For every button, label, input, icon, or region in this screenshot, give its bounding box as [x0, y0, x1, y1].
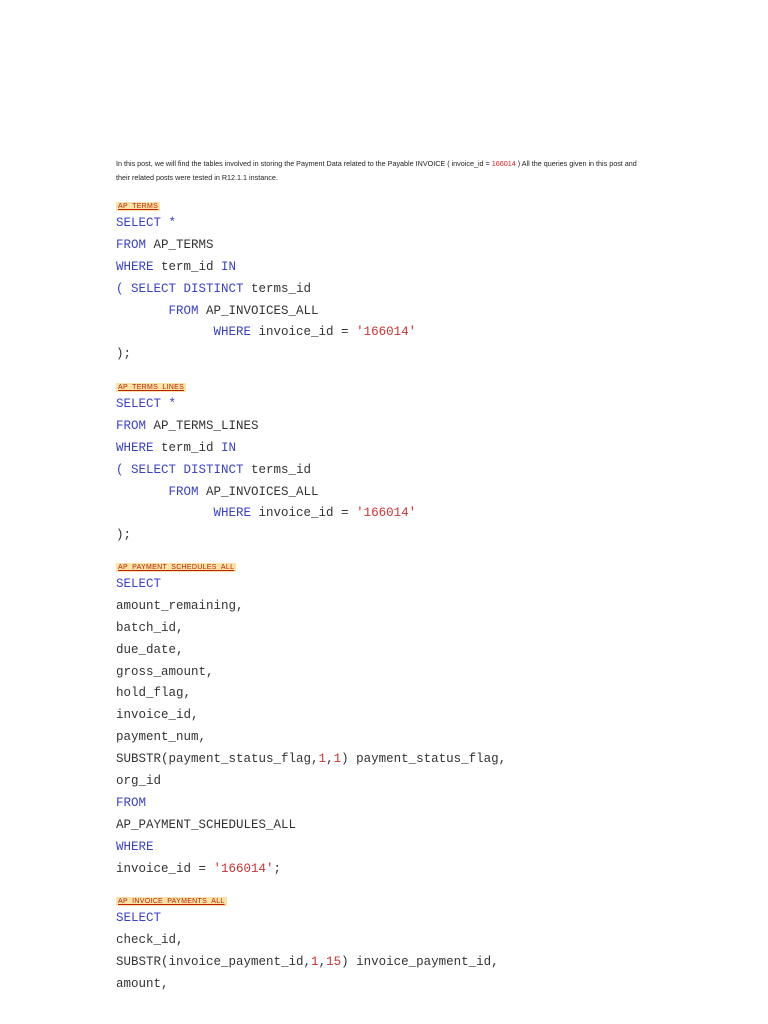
sql-code-block [116, 394, 416, 547]
code-line [116, 815, 506, 837]
code-line [116, 322, 416, 344]
sql-text: , [318, 954, 327, 969]
sql-text: SUBSTR(payment_status_flag, [116, 752, 319, 767]
sql-keyword: SELECT * [116, 397, 177, 411]
code-line [116, 662, 506, 684]
sql-text: invoice_id, [116, 708, 199, 723]
sql-keyword: IN [221, 440, 237, 455]
sql-text [116, 506, 214, 520]
code-line [116, 394, 416, 416]
section-heading[interactable]: AP_PAYMENT_SCHEDULES_ALL [118, 564, 235, 571]
sql-keyword: FROM [116, 418, 147, 433]
code-line [116, 952, 499, 974]
sql-text: AP_TERMS_LINES [146, 418, 259, 433]
code-line [116, 301, 416, 323]
code-line [116, 683, 506, 705]
sql-text: terms_id [243, 462, 312, 477]
code-line [116, 930, 499, 952]
code-line [116, 503, 416, 525]
section-heading[interactable]: AP_TERMS [118, 203, 159, 210]
sql-text: ); [116, 347, 132, 362]
sql-text: AP_PAYMENT_SCHEDULES_ALL [116, 817, 297, 832]
sql-keyword: WHERE [116, 440, 154, 455]
sql-text: ); [116, 528, 132, 543]
sql-text: AP_INVOICES_ALL [198, 303, 319, 318]
sql-text: invoice_id = [251, 506, 357, 521]
sql-keyword: FROM [168, 484, 199, 499]
sql-code-block [116, 213, 416, 366]
code-line [116, 574, 506, 596]
code-line [116, 596, 506, 618]
sql-keyword: ( SELECT DISTINCT [116, 281, 244, 296]
sql-text: amount, [116, 976, 169, 991]
sql-text: AP_TERMS [146, 237, 214, 252]
sql-text: payment_num, [116, 730, 207, 745]
code-line [116, 640, 506, 662]
sql-text: org_id [116, 774, 162, 789]
sql-text: gross_amount, [116, 664, 214, 679]
sql-number: 15 [326, 954, 342, 969]
code-line [116, 859, 506, 881]
code-line [116, 974, 499, 996]
sql-text: invoice_id = [116, 861, 214, 876]
section-heading[interactable]: AP_TERMS_LINES [118, 384, 185, 391]
sql-text: terms_id [243, 281, 312, 296]
sql-keyword: IN [221, 259, 237, 274]
code-line [116, 257, 416, 279]
sql-text: AP_INVOICES_ALL [198, 484, 319, 499]
section-ap-invoice-payments-all [116, 890, 499, 996]
code-line [116, 482, 416, 504]
sql-text: term_id [153, 440, 222, 455]
sql-keyword: SELECT [116, 577, 162, 591]
code-line [116, 618, 506, 640]
sql-text: , [326, 752, 334, 767]
sql-number: 1 [333, 752, 342, 767]
intro-text-1: In this post, we will find the tables involved in storing the Payment Data related to the Payable INVOICE ( invoice_id = [116, 159, 492, 168]
sql-number: 1 [318, 752, 327, 767]
sql-keyword: WHERE [116, 839, 154, 854]
sql-text: due_date, [116, 642, 184, 657]
sql-text: ) payment_status_flag, [341, 752, 507, 767]
sql-text: amount_remaining, [116, 598, 244, 613]
sql-keyword: FROM [116, 237, 147, 252]
document-page [116, 157, 646, 991]
sql-text: batch_id, [116, 620, 184, 635]
sql-keyword: FROM [116, 795, 147, 810]
sql-string: '166014' [356, 506, 417, 521]
section-ap-payment-schedules-all [116, 556, 506, 880]
code-line [116, 213, 416, 235]
section-ap-terms [116, 195, 416, 366]
sql-text: check_id, [116, 932, 184, 947]
sql-text: hold_flag, [116, 686, 192, 701]
sql-keyword: SELECT * [116, 216, 177, 230]
sql-text: SUBSTR(invoice_payment_id, [116, 954, 312, 969]
code-line [116, 525, 416, 547]
code-line [116, 837, 506, 859]
intro-invoice-id: 166014 [491, 159, 516, 168]
sql-keyword: WHERE [213, 325, 252, 340]
sql-text [116, 325, 214, 339]
code-line [116, 727, 506, 749]
sql-text [116, 485, 169, 499]
sql-text: ) invoice_payment_id, [341, 954, 499, 969]
code-line [116, 460, 416, 482]
code-line [116, 344, 416, 366]
sql-code-block [116, 574, 506, 880]
sql-code-block [116, 908, 499, 996]
sql-string: '166014' [356, 325, 417, 340]
sql-keyword: SELECT [116, 911, 162, 925]
code-line [116, 416, 416, 438]
sql-keyword: ( SELECT DISTINCT [116, 462, 244, 477]
code-line [116, 908, 499, 930]
sql-number: 1 [311, 954, 319, 969]
section-heading[interactable]: AP_INVOICE_PAYMENTS_ALL [118, 898, 225, 905]
sql-text: ; [273, 861, 282, 876]
section-ap-terms-lines [116, 376, 416, 547]
code-line [116, 749, 506, 771]
sql-keyword: FROM [168, 303, 199, 318]
sql-keyword: WHERE [116, 259, 154, 274]
intro-text-2: ) All the queries given in this post and their related posts were tested in R12.1.1 instance. [116, 159, 637, 182]
code-line [116, 235, 416, 257]
code-line [116, 279, 416, 301]
code-line [116, 793, 506, 815]
sql-text: invoice_id = [251, 325, 357, 340]
code-line [116, 771, 506, 793]
sql-keyword: WHERE [213, 506, 252, 521]
sql-text [116, 304, 169, 318]
sql-text: term_id [153, 259, 222, 274]
code-line [116, 438, 416, 460]
intro-paragraph [116, 157, 646, 185]
code-line [116, 705, 506, 727]
sql-string: '166014' [213, 861, 274, 876]
